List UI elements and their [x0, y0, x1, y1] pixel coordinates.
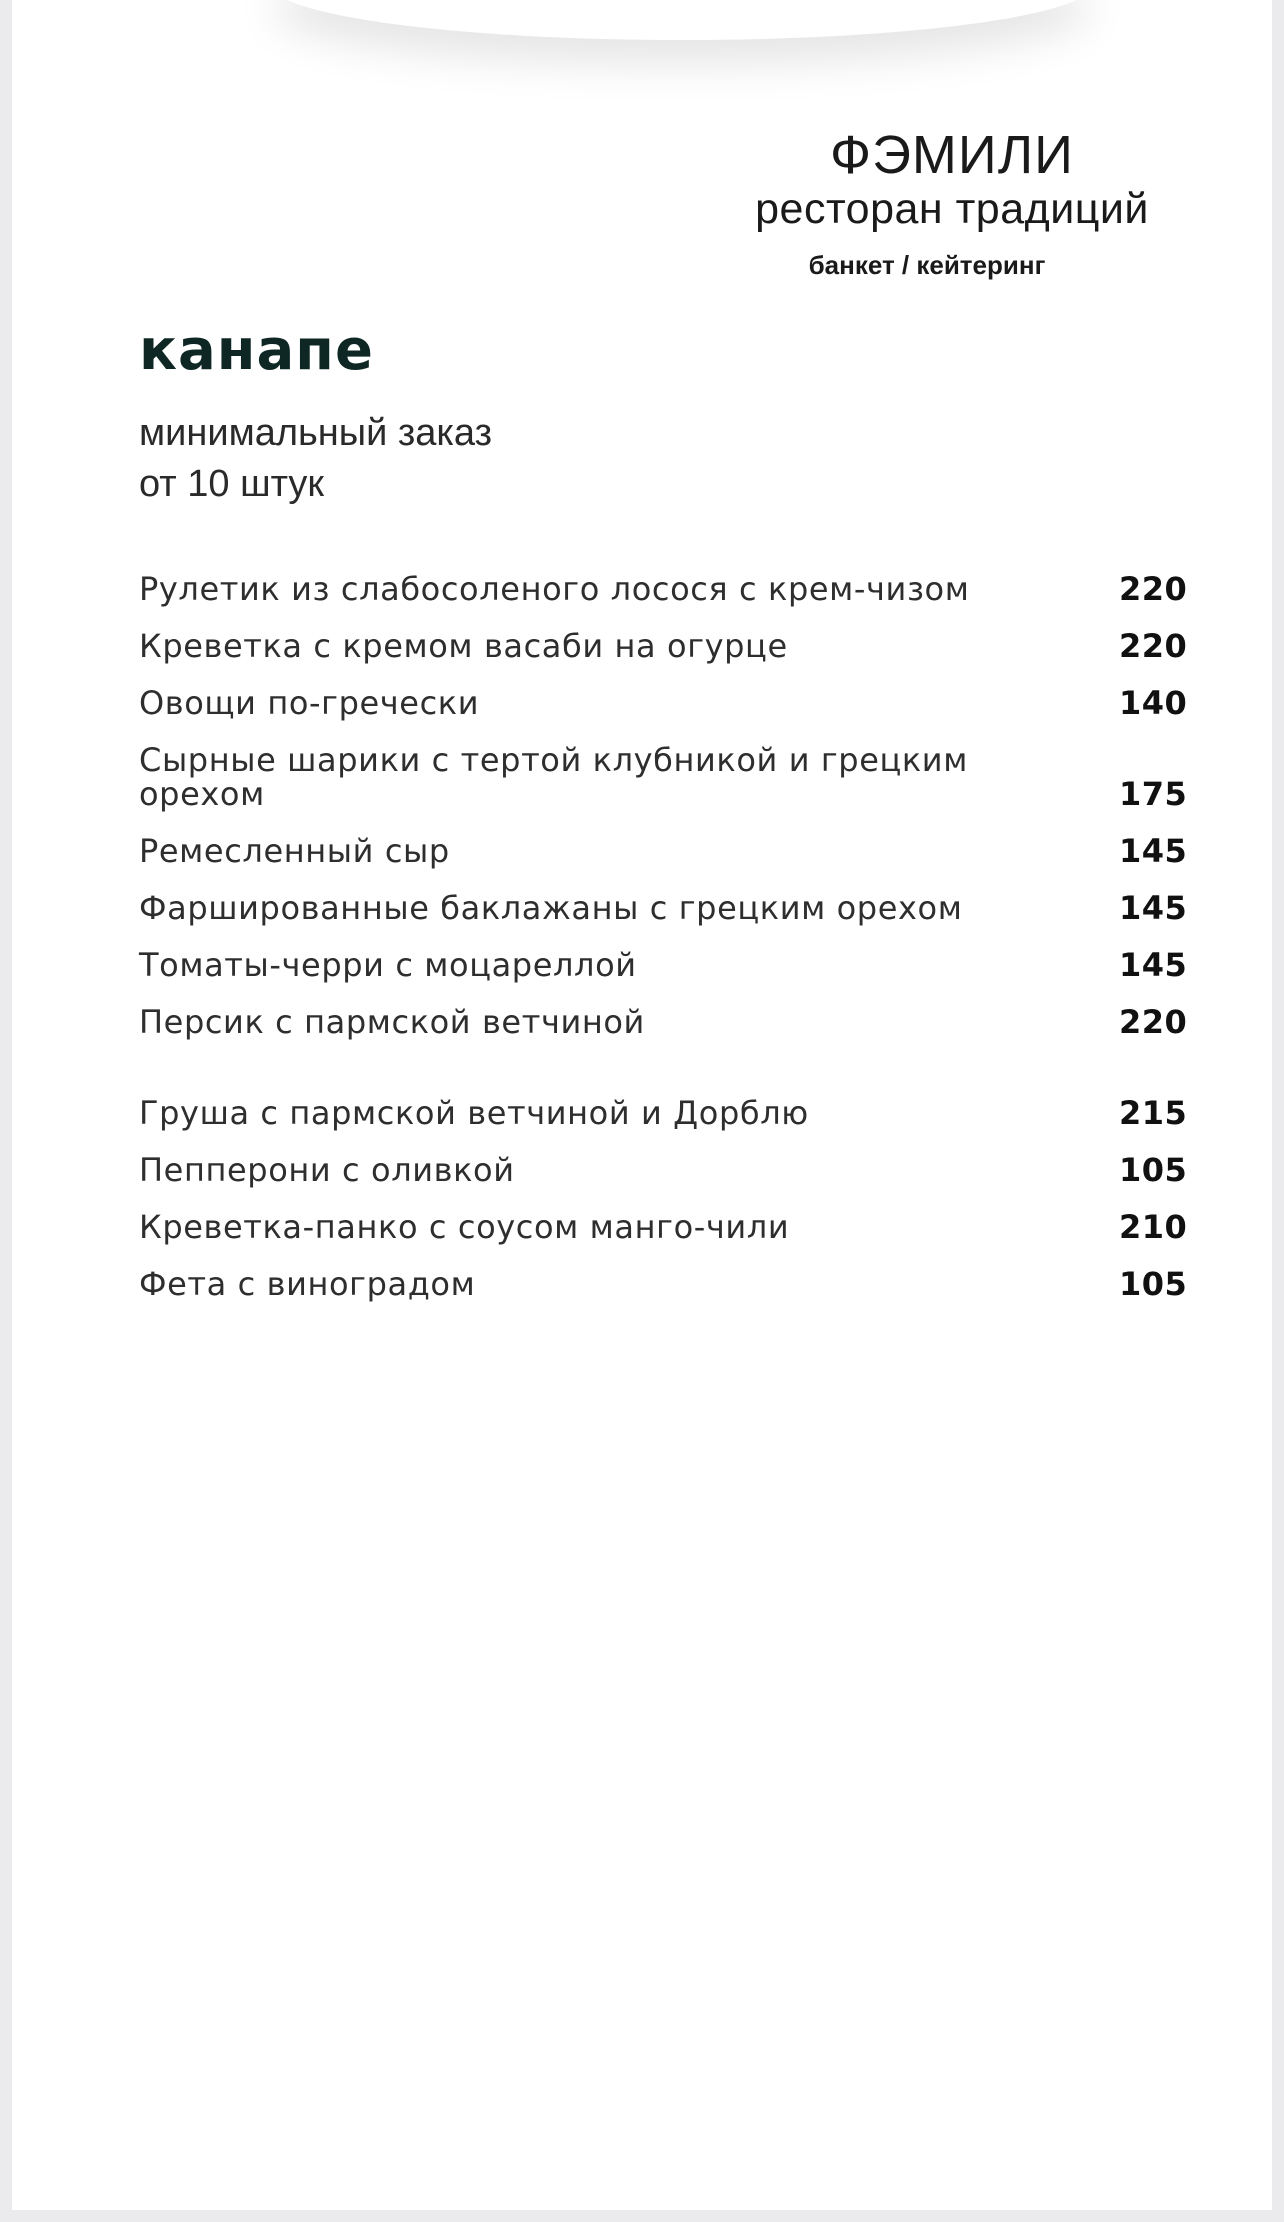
item-price: 215	[1119, 1094, 1188, 1132]
item-price: 105	[1119, 1265, 1188, 1303]
brand-block	[692, 126, 1212, 282]
item-name: Креветка-панко с соусом манго-чили	[139, 1208, 790, 1246]
item-name: Креветка с кремом васаби на огурце	[139, 627, 788, 665]
min-order-line-2: от 10 штук	[139, 463, 325, 505]
menu-item	[139, 572, 1189, 606]
menu-item	[139, 1096, 1189, 1130]
top-shadow	[272, 0, 1092, 40]
min-order-note	[139, 408, 492, 510]
menu-group-1	[139, 572, 1189, 1039]
min-order-line-1: минимальный заказ	[139, 412, 493, 454]
menu-item	[139, 1153, 1189, 1187]
item-price: 220	[1119, 570, 1188, 608]
menu-list	[139, 572, 1189, 1324]
brand-subtitle: банкет / кейтеринг	[808, 250, 1046, 280]
menu-item	[139, 629, 1189, 663]
item-price: 105	[1119, 1151, 1188, 1189]
item-name: Персик с пармской ветчиной	[139, 1003, 645, 1041]
menu-page	[12, 0, 1272, 2210]
item-name: Ремесленный сыр	[139, 832, 450, 870]
item-price: 145	[1119, 889, 1188, 927]
menu-item	[139, 834, 1189, 868]
item-name: Овощи по-гречески	[139, 684, 480, 722]
item-price: 140	[1119, 684, 1188, 722]
brand-tagline: ресторан традиций	[755, 185, 1149, 233]
item-price: 145	[1119, 946, 1188, 984]
menu-item	[139, 1210, 1189, 1244]
item-name: Томаты-черри с моцареллой	[139, 946, 637, 984]
item-price: 220	[1119, 1003, 1188, 1041]
menu-item	[139, 743, 1189, 811]
menu-item	[139, 948, 1189, 982]
item-name: Сырные шарики с тертой клубникой и грецким орехом	[139, 741, 968, 813]
item-name: Пепперони с оливкой	[139, 1151, 515, 1189]
menu-item	[139, 1267, 1189, 1301]
item-price: 175	[1119, 775, 1188, 813]
brand-name: ФЭМИЛИ	[830, 125, 1074, 185]
item-name: Рулетик из слабосоленого лосося с крем-чизом	[139, 570, 970, 608]
item-name: Фаршированные баклажаны с грецким орехом	[139, 889, 963, 927]
item-price: 210	[1119, 1208, 1188, 1246]
menu-group-2	[139, 1096, 1189, 1301]
item-price: 145	[1119, 832, 1188, 870]
item-name: Груша с пармской ветчиной и Дорблю	[139, 1094, 809, 1132]
item-name: Фета с виноградом	[139, 1265, 476, 1303]
menu-item	[139, 1005, 1189, 1039]
menu-item	[139, 891, 1189, 925]
section-title: канапе	[139, 318, 374, 383]
item-price: 220	[1119, 627, 1188, 665]
menu-item	[139, 686, 1189, 720]
